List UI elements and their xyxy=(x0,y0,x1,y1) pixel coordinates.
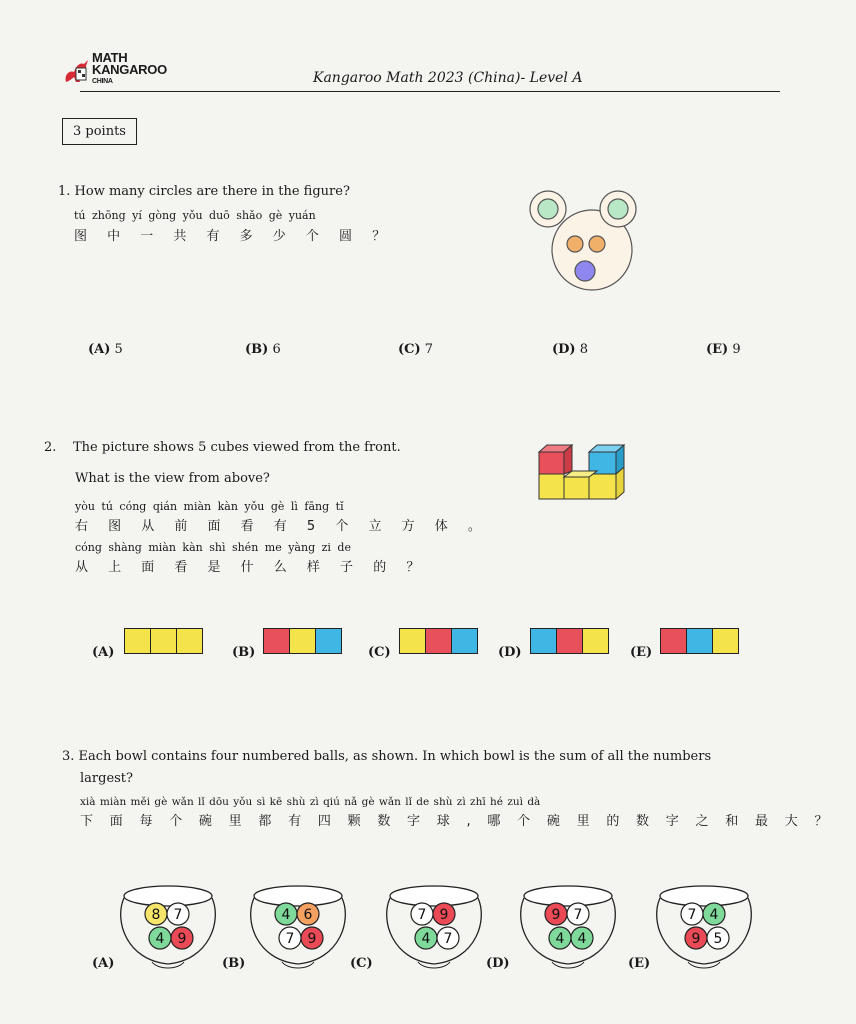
q1-option-b-label: (B) xyxy=(245,342,269,357)
q2-option-c[interactable] xyxy=(368,628,478,660)
ball-number: 7 xyxy=(173,907,183,923)
bowl-icon xyxy=(246,880,350,976)
q1-option-d-label: (D) xyxy=(552,342,576,357)
q2-number: 2. xyxy=(44,440,57,455)
bowl-icon xyxy=(516,880,620,976)
q2-cubes-figure xyxy=(536,444,636,514)
q2-option-e-strip xyxy=(660,628,739,654)
q2-option-c-label: (C) xyxy=(368,645,391,660)
ball-number: 8 xyxy=(151,907,161,923)
bowl-rim xyxy=(124,886,212,906)
strip-cell xyxy=(557,629,583,653)
ball-number: 4 xyxy=(577,931,587,947)
bowl-icon xyxy=(382,880,486,976)
q1-option-c[interactable] xyxy=(398,342,433,357)
logo-line-3: CHINA xyxy=(92,78,113,85)
q2-option-b[interactable] xyxy=(232,628,342,660)
q1-pinyin: tú zhōng yí gòng yǒu duō shǎo gè yuán xyxy=(74,209,316,222)
ball-number: 9 xyxy=(439,907,449,923)
bowl-foot xyxy=(152,962,184,968)
ball-number: 4 xyxy=(421,931,431,947)
q2-option-d-label: (D) xyxy=(498,645,522,660)
q1-option-c-value: 7 xyxy=(424,342,434,357)
strip-cell xyxy=(400,629,426,653)
q3-option-e[interactable] xyxy=(628,880,760,980)
kangaroo-logo-icon xyxy=(62,52,92,86)
q2-pinyin-1: yòu tú cóng qián miàn kàn yǒu gè lì fāng tǐ xyxy=(75,500,344,513)
ball-number: 9 xyxy=(307,931,317,947)
bowl-icon xyxy=(652,880,756,976)
bowl-rim xyxy=(660,886,748,906)
q2-option-b-label: (B) xyxy=(232,645,256,660)
q2-option-d-strip xyxy=(530,628,609,654)
q3-option-label: (D) xyxy=(486,956,510,971)
q1-option-e-label: (E) xyxy=(706,342,729,357)
ball-number: 5 xyxy=(713,931,723,947)
q1-face-figure xyxy=(525,183,655,303)
bowl-foot xyxy=(552,962,584,968)
q2-option-e-label: (E) xyxy=(630,645,653,660)
strip-cell xyxy=(426,629,452,653)
bowl-rim xyxy=(254,886,342,906)
logo-line-1: MATH xyxy=(92,50,128,65)
q2-option-d[interactable] xyxy=(498,628,609,660)
q3-option-b[interactable] xyxy=(222,880,354,980)
bowl-foot xyxy=(282,962,314,968)
ball-number: 6 xyxy=(303,907,313,923)
strip-cell xyxy=(264,629,290,653)
q3-text: 3. Each bowl contains four numbered balls, as shown. In which bowl is the sum of all the numbers xyxy=(62,749,712,764)
q2-hanzi-2: 从 上 面 看 是 什 么 样 子 的 ？ xyxy=(75,560,428,575)
q1-option-c-label: (C) xyxy=(398,342,421,357)
strip-cell xyxy=(151,629,177,653)
strip-cell xyxy=(177,629,202,653)
logo-line-2: KANGAROO xyxy=(92,62,167,77)
ball-number: 9 xyxy=(691,931,701,947)
ball-number: 7 xyxy=(443,931,453,947)
q3-option-label: (C) xyxy=(350,956,373,971)
q3-option-d[interactable] xyxy=(486,880,624,980)
ball-number: 4 xyxy=(555,931,565,947)
strip-cell xyxy=(290,629,316,653)
ball-number: 7 xyxy=(417,907,427,923)
q3-option-a[interactable] xyxy=(92,880,224,980)
q3-pinyin: xià miàn měi gè wǎn lǐ dōu yǒu sì kē shù zì qiú nǎ gè wǎn lǐ de shù zì zhī hé zuì dà xyxy=(80,796,541,808)
strip-cell xyxy=(531,629,557,653)
q3-option-label: (B) xyxy=(222,956,246,971)
q1-option-a-value: 5 xyxy=(114,342,123,357)
q3-option-c[interactable] xyxy=(350,880,490,980)
q2-option-a[interactable] xyxy=(92,628,203,660)
q1-hanzi: 图 中 一 共 有 多 少 个 圆 ？ xyxy=(74,229,394,244)
q3-option-label: (A) xyxy=(92,956,115,971)
ball-number: 7 xyxy=(687,907,697,923)
q1-option-e[interactable] xyxy=(706,342,741,357)
ball-number: 4 xyxy=(281,907,291,923)
q2-option-b-strip xyxy=(263,628,342,654)
bowl-foot xyxy=(688,962,720,968)
ball-number: 7 xyxy=(573,907,583,923)
bowl-rim xyxy=(390,886,478,906)
q2-hanzi-1: 右 图 从 前 面 看 有 5 个 立 方 体 。 xyxy=(75,519,489,534)
bowl-rim xyxy=(524,886,612,906)
header-rule xyxy=(80,91,780,92)
q2-option-e[interactable] xyxy=(630,628,739,660)
q1-option-d[interactable] xyxy=(552,342,588,357)
q2-option-c-strip xyxy=(399,628,478,654)
points-label: 3 points xyxy=(62,118,137,145)
strip-cell xyxy=(661,629,687,653)
strip-cell xyxy=(687,629,713,653)
q1-option-d-value: 8 xyxy=(579,342,588,357)
q2-text: The picture shows 5 cubes viewed from the front. xyxy=(73,440,401,455)
ball-number: 9 xyxy=(177,931,187,947)
q2-option-a-strip xyxy=(124,628,203,654)
q3-option-label: (E) xyxy=(628,956,651,971)
strip-cell xyxy=(125,629,151,653)
q1-option-a[interactable] xyxy=(88,342,123,357)
ball-number: 7 xyxy=(285,931,295,947)
bowl-icon xyxy=(116,880,220,976)
strip-cell xyxy=(583,629,608,653)
strip-cell xyxy=(713,629,738,653)
q1-option-b-value: 6 xyxy=(272,342,281,357)
ball-number: 9 xyxy=(551,907,561,923)
ball-number: 4 xyxy=(709,907,719,923)
q1-text: 1. How many circles are there in the figure? xyxy=(58,184,350,199)
page-header-title: Kangaroo Math 2023 (China)- Level A xyxy=(313,70,583,86)
q3-text-2: largest? xyxy=(80,771,134,786)
logo xyxy=(62,52,182,88)
strip-cell xyxy=(452,629,477,653)
q2-option-a-label: (A) xyxy=(92,645,115,660)
strip-cell xyxy=(316,629,341,653)
q2-text-2: What is the view from above? xyxy=(75,471,270,486)
q3-hanzi: 下 面 每 个 碗 里 都 有 四 颗 数 字 球 , 哪 个 碗 里 的 数 字 之 和 最 大 ？ xyxy=(80,814,834,829)
ball-number: 4 xyxy=(155,931,165,947)
q1-option-e-value: 9 xyxy=(732,342,741,357)
q1-option-a-label: (A) xyxy=(88,342,111,357)
bowl-foot xyxy=(418,962,450,968)
q2-pinyin-2: cóng shàng miàn kàn shì shén me yàng zi de xyxy=(75,541,351,554)
q1-option-b[interactable] xyxy=(245,342,281,357)
